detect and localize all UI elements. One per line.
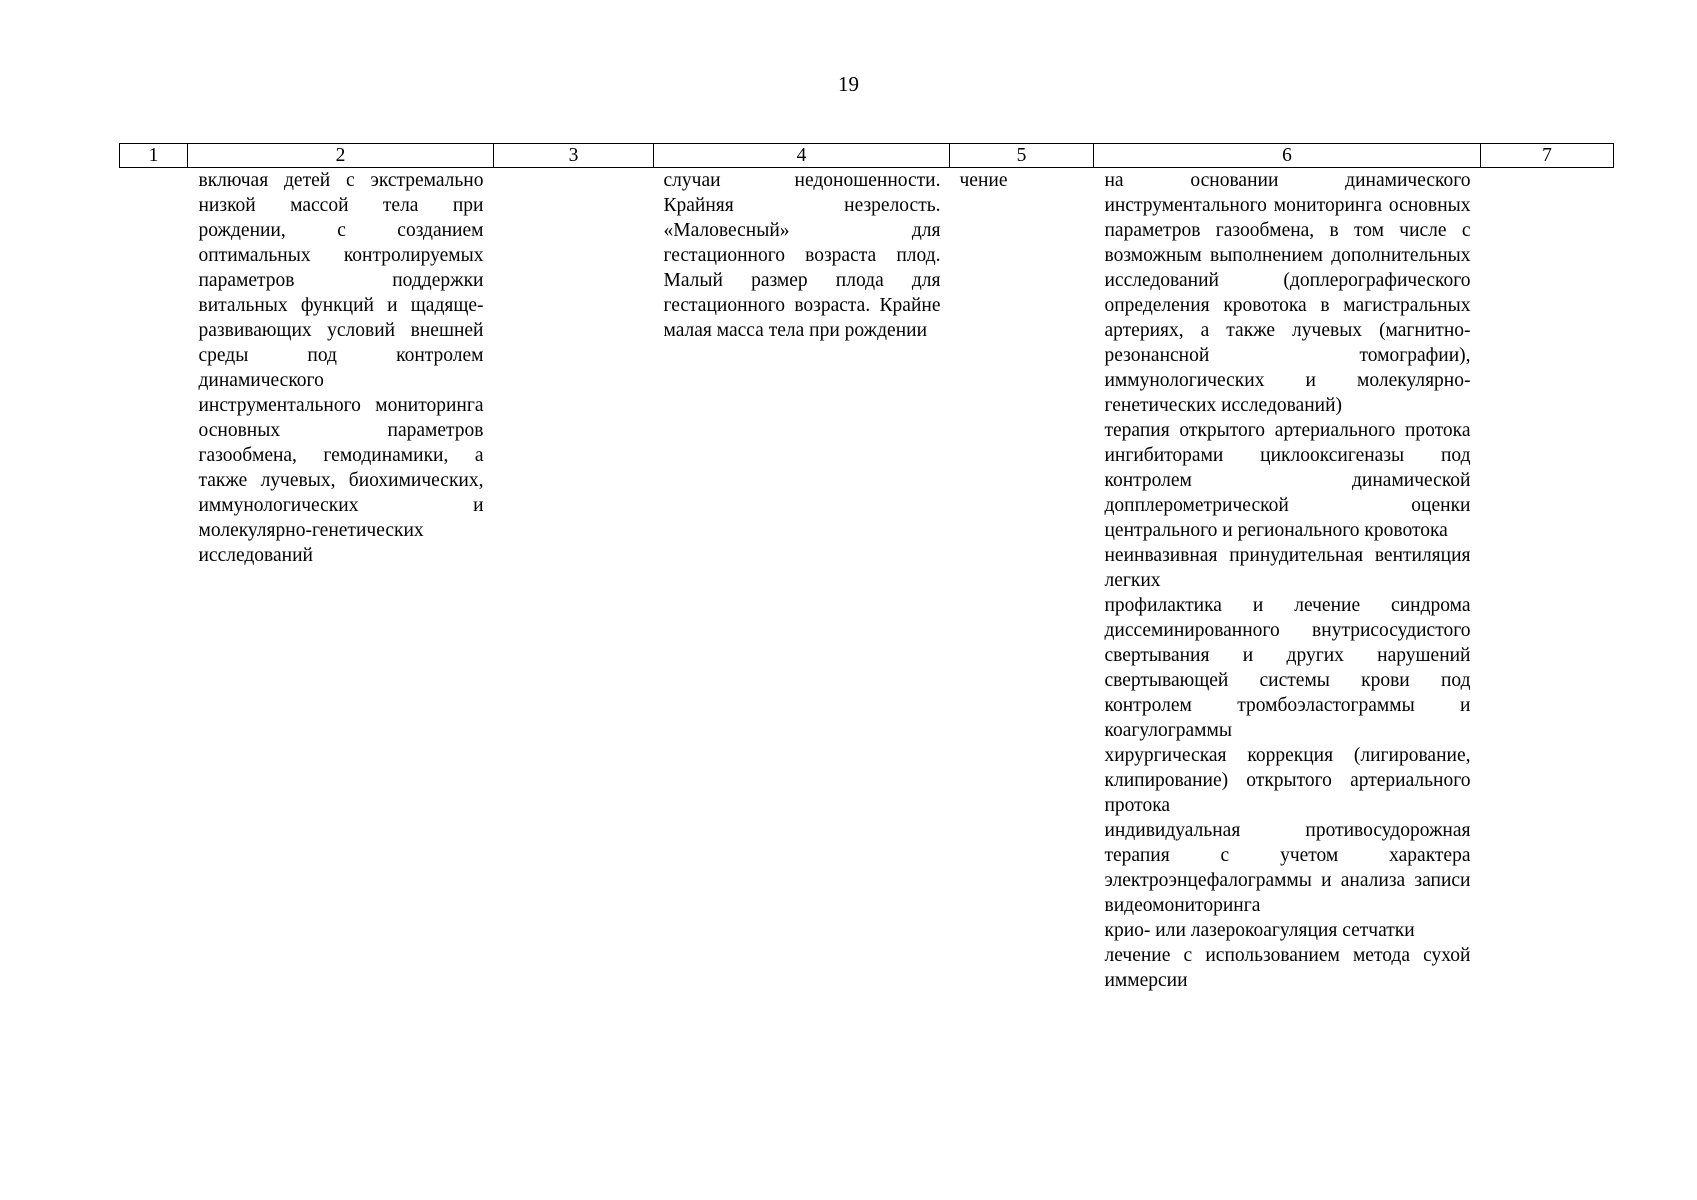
column-header-2: 2 xyxy=(188,144,494,168)
cell-diagnosis xyxy=(654,168,950,994)
cell-col1 xyxy=(120,168,188,994)
column-header-7: 7 xyxy=(1481,144,1614,168)
treatment-method-item: неинвазивная принудительная вентиляция легких xyxy=(1104,545,1471,591)
column-header-4: 4 xyxy=(654,144,950,168)
treatment-type-text: чение xyxy=(959,170,1008,191)
page-number: 19 xyxy=(838,72,859,96)
treatment-method-item: индивидуальная противосудорожная терапия с учетом характера электроэнцефалограммы и анализа записи видеомониторинга xyxy=(1104,820,1471,916)
medical-care-table xyxy=(119,143,1614,993)
treatment-method-item: на основании динамического инструментального мониторинга основных параметров газообмена, в том числе с возможным выполнением дополнительных исследований (доплерографического определения кровотока в магистральных артериях, а также лучевых (магнитно-резонансной томографии), иммунологических и молекулярно-генетических исследований) xyxy=(1104,170,1471,416)
cell-col3 xyxy=(494,168,654,994)
table-row xyxy=(120,168,1614,994)
treatment-method-item: профилактика и лечение синдрома диссеминированного внутрисосудистого свертывания и других нарушений свертывающей системы крови под контролем тромбоэластограммы и коагулограммы xyxy=(1104,595,1471,741)
treatment-description-text: включая детей с экстремально низкой массой тела при рождении, с созданием оптимальных контролируемых параметров поддержки витальных функций и щадяще-развивающих условий внешней среды под контролем динамического инструментального мониторинга основных параметров газообмена, гемодинамики, а также лучевых, биохимических, иммунологических и молекулярно-генетических исследований xyxy=(198,170,484,566)
column-header-6: 6 xyxy=(1094,144,1481,168)
column-header-3: 3 xyxy=(494,144,654,168)
column-header-1: 1 xyxy=(120,144,188,168)
treatment-method-item: лечение с использованием метода сухой иммерсии xyxy=(1104,945,1471,991)
treatment-method-item: крио- или лазерокоагуляция сетчатки xyxy=(1104,920,1415,941)
treatment-method-item: хирургическая коррекция (лигирование, клипирование) открытого артериального протока xyxy=(1104,745,1471,816)
column-number-row xyxy=(120,144,1614,168)
cell-col7 xyxy=(1481,168,1614,994)
cell-treatment-type xyxy=(950,168,1094,994)
cell-treatment-description xyxy=(188,168,494,994)
diagnosis-text: случаи недоношенности. Крайняя незрелость. «Маловесный» для гестационного возраста плод. Малый размер плода для гестационного возраста. Крайне малая масса тела при рождении xyxy=(663,170,941,341)
treatment-method-item: терапия открытого артериального протока ингибиторами циклооксигеназы под контролем динамической допплерометрической оценки центрального и регионального кровотока xyxy=(1104,420,1471,541)
column-header-5: 5 xyxy=(950,144,1094,168)
table-header xyxy=(120,144,1614,168)
cell-treatment-methods xyxy=(1094,168,1481,994)
